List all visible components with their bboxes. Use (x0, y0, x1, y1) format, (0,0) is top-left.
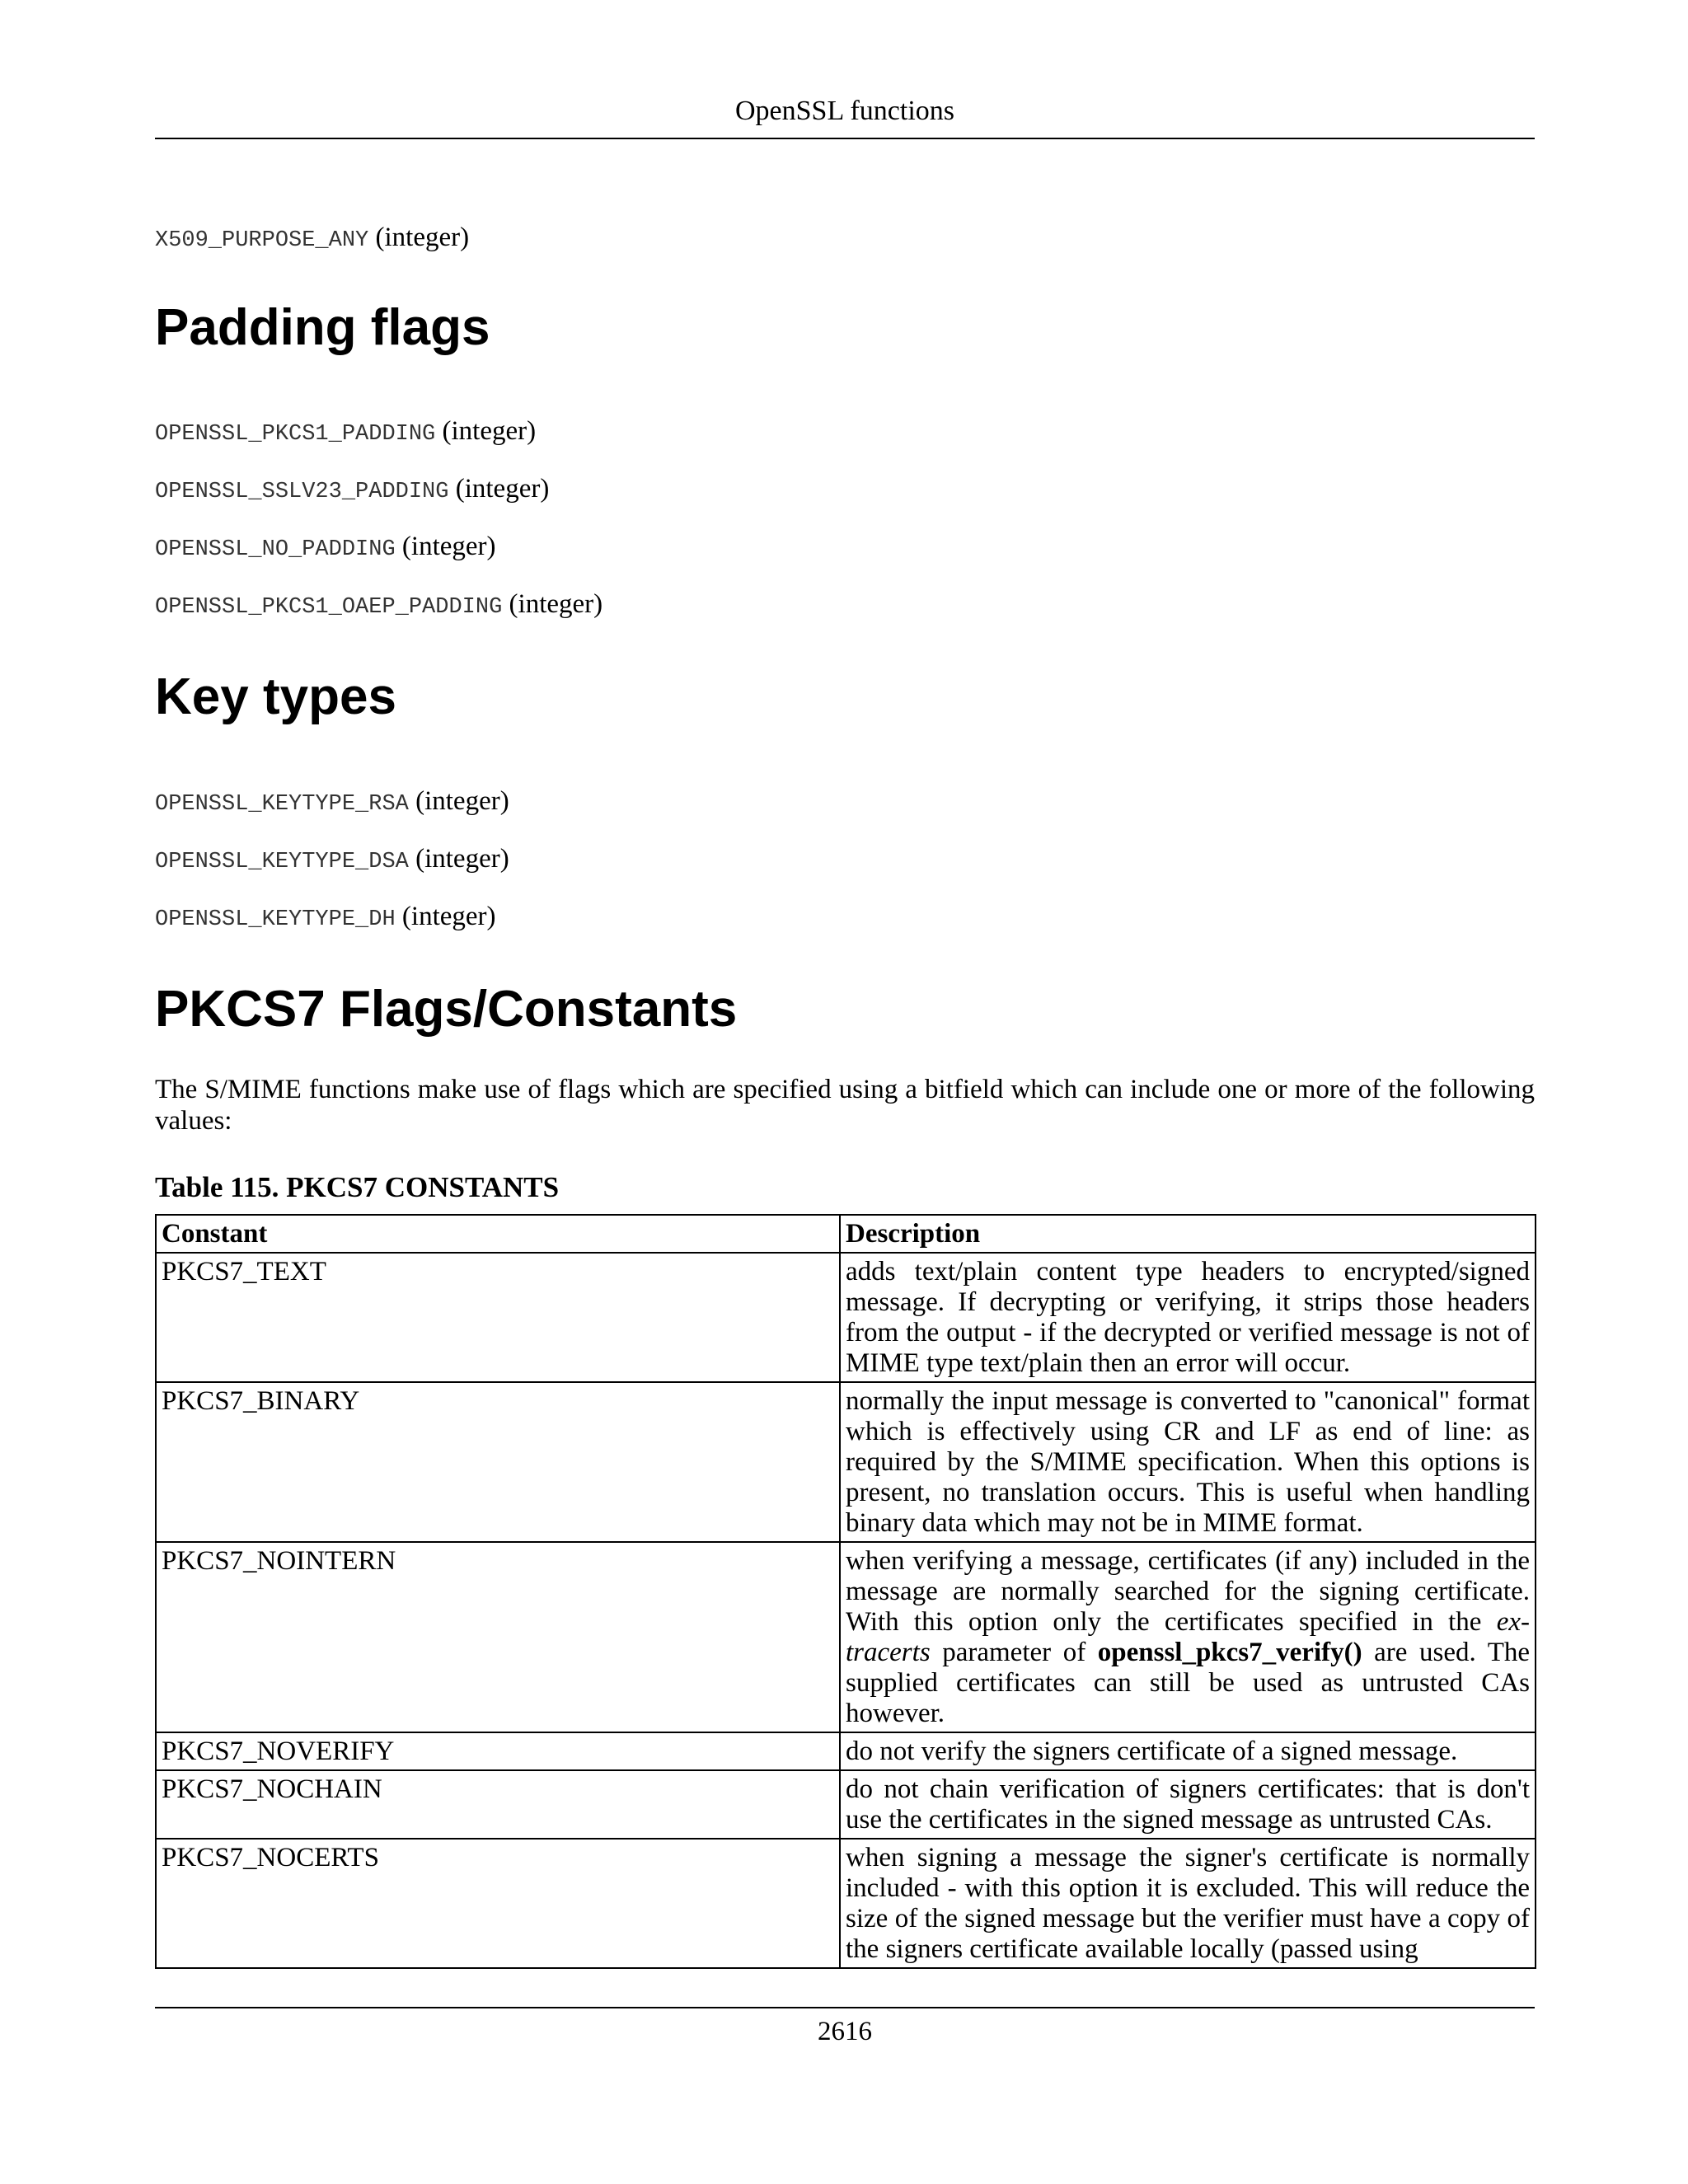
description-cell: do not chain verification of signers certificates: that is don't use the certificates in the signed message as untrusted CAs. (840, 1770, 1536, 1839)
function-name: openssl_pkcs7_verify() (1097, 1638, 1362, 1667)
constant-type: (integer) (455, 474, 550, 504)
table-row (156, 1770, 1536, 1839)
constant-name: OPENSSL_KEYTYPE_DSA (155, 850, 409, 874)
constant-type: (integer) (375, 223, 470, 252)
keytype-constant-line (155, 785, 509, 821)
table-caption: Table 115. PKCS7 CONSTANTS (155, 1171, 560, 1203)
constant-name: OPENSSL_NO_PADDING (155, 537, 396, 562)
table-header-row (156, 1215, 1536, 1253)
constant-name: X509_PURPOSE_ANY (155, 228, 369, 253)
constant-cell: PKCS7_NOVERIFY (156, 1732, 840, 1770)
table-row (156, 1839, 1536, 1968)
constant-name: OPENSSL_PKCS1_OAEP_PADDING (155, 595, 503, 620)
padding-constant-line (155, 588, 603, 624)
constant-cell: PKCS7_NOCHAIN (156, 1770, 840, 1839)
keytype-constant-line (155, 900, 496, 936)
constant-type: (integer) (401, 902, 496, 931)
padding-constant-line (155, 530, 496, 566)
keytype-constant-line (155, 842, 509, 879)
intro-paragraph: The S/MIME functions make use of flags which are specified using a bitfield which can include one or more of the following values: (155, 1075, 1535, 1136)
description-cell: normally the input message is converted to "canonical" format which is effectively using CR and LF as end of line: as required by the S/MIME specification. When this options is present, no translation occurs. This is useful when handling binary data which may not be in MIME format. (840, 1382, 1536, 1542)
constant-name: OPENSSL_SSLV23_PADDING (155, 480, 449, 504)
description-cell: when signing a message the signer's certificate is normally included - with this option it is excluded. This will reduce the size of the signed message but the verifier must have a copy of the signers certificate available locally (passed using (840, 1839, 1536, 1968)
table-row (156, 1253, 1536, 1382)
page-number: 2616 (818, 2017, 872, 2046)
constant-name: OPENSSL_KEYTYPE_RSA (155, 792, 409, 817)
constant-cell: PKCS7_NOCERTS (156, 1839, 840, 1968)
description-cell: adds text/plain content type headers to encrypted/signed message. If decrypting or verifying, it strips those headers from the output - if the decrypted or verified message is not of MIME type text/plain then an error will occur. (840, 1253, 1536, 1382)
parameter-name: extracerts (846, 1607, 1530, 1667)
constant-name: OPENSSL_KEYTYPE_DH (155, 907, 396, 932)
description-text: parameter of (930, 1638, 1098, 1667)
column-header-constant: Constant (156, 1215, 840, 1253)
constant-type: (integer) (415, 786, 509, 816)
table-row (156, 1542, 1536, 1732)
table-row (156, 1732, 1536, 1770)
page-header (155, 92, 1535, 139)
constant-cell: PKCS7_TEXT (156, 1253, 840, 1382)
description-cell (840, 1542, 1536, 1732)
section-heading-key-types: Key types (155, 668, 396, 725)
constant-type: (integer) (401, 532, 496, 561)
constant-name: OPENSSL_PKCS1_PADDING (155, 422, 436, 447)
section-heading-pkcs7: PKCS7 Flags/Constants (155, 981, 738, 1038)
padding-constant-line (155, 472, 549, 509)
constant-cell: PKCS7_NOINTERN (156, 1542, 840, 1732)
description-cell: do not verify the signers certificate of a signed message. (840, 1732, 1536, 1770)
constant-type: (integer) (442, 416, 537, 446)
section-heading-padding: Padding flags (155, 299, 490, 356)
constant-type: (integer) (415, 844, 509, 874)
description-text: when verifying a message, certificates (if any) included in the message are normally searched for the signing certificate. With this option only the certificates specified in the (846, 1546, 1530, 1637)
footer-rule (155, 2007, 1535, 2008)
padding-constant-line (155, 415, 536, 451)
purpose-constant-line (155, 221, 469, 257)
description-text: are used. The supplied certificates can still be used as untrusted CAs however. (846, 1638, 1530, 1728)
column-header-description: Description (840, 1215, 1536, 1253)
constant-cell: PKCS7_BINARY (156, 1382, 840, 1542)
table-row (156, 1382, 1536, 1542)
running-title: OpenSSL functions (734, 96, 954, 126)
pkcs7-constants-table (155, 1214, 1536, 1969)
constant-type: (integer) (509, 589, 603, 619)
